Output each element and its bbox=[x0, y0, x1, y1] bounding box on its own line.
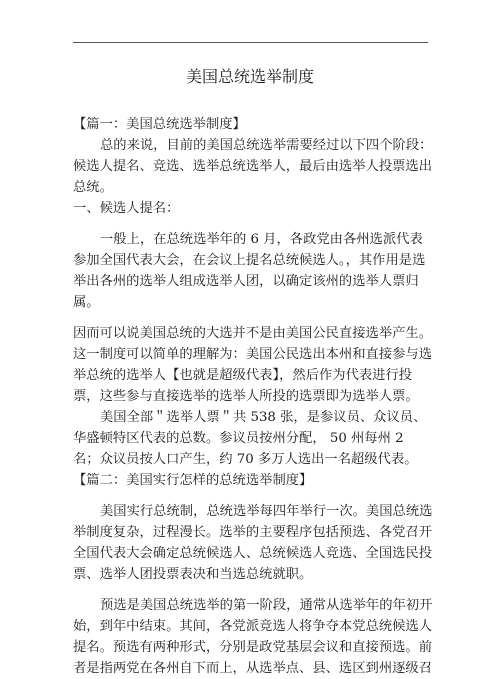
page-title: 美国总统选举制度 bbox=[185, 67, 314, 86]
document-body bbox=[73, 114, 433, 679]
paragraph: 一般上，在总统选举年的 6 月，各政党由各州选派代表参加全国代表大会，在会议上提名总统候选人。，其作用是选举出各州的选举人组成选举人团，以确定该州的选举人票归属。 bbox=[73, 232, 426, 310]
section-heading: 一、候选人提名： bbox=[73, 201, 180, 216]
paragraph: 预选是美国总统选举的第一阶段，通常从选举年的年初开始，到年中结束。其间，各党派竞选人将争夺本党总统候选人提名。预选有两种形式，分别是政党基层会议和直接预选。前者是指两党在各州自下而上，从选举点、县、选区到州逐级召 bbox=[73, 598, 433, 676]
paragraph: 【篇一：美国总统选举制度】 bbox=[73, 117, 246, 132]
paragraph: 因而可以说美国总统的大选并不是由美国公民直接选举产生。这一制度可以简单的理解为：美国公民选出本州和直接参与选举总统的选举人【也就是超级代表】，然后作为代表进行投票，这些参与直接选举的选举人所投的选票即为选举人票。 bbox=[73, 326, 433, 404]
paragraph: 美国全部＂选举人票＂共 538 张，是参议员、众议员、华盛顿特区代表的总数。参议员按州分配， 50 州每州 2 名；众议员按人口产生，约 70 多万人选出一名超级代表。【篇二：美国实行怎样的总统选举制度】 bbox=[73, 410, 427, 488]
header-rule bbox=[73, 42, 428, 43]
paragraph: 美国实行总统制，总统选举每四年举行一次。美国总统选举制度复杂，过程漫长。选举的主要程序包括预选、各党召开全国代表大会确定总统候选人、总统候选人竞选、全国选民投票、选举人团投票表决和当选总统就职。 bbox=[73, 504, 433, 582]
paragraph: 总的来说，目前的美国总统选举需要经过以下四个阶段：候选人提名、竞选、选举总统选举人，最后由选举人投票选出总统。 bbox=[73, 138, 433, 195]
